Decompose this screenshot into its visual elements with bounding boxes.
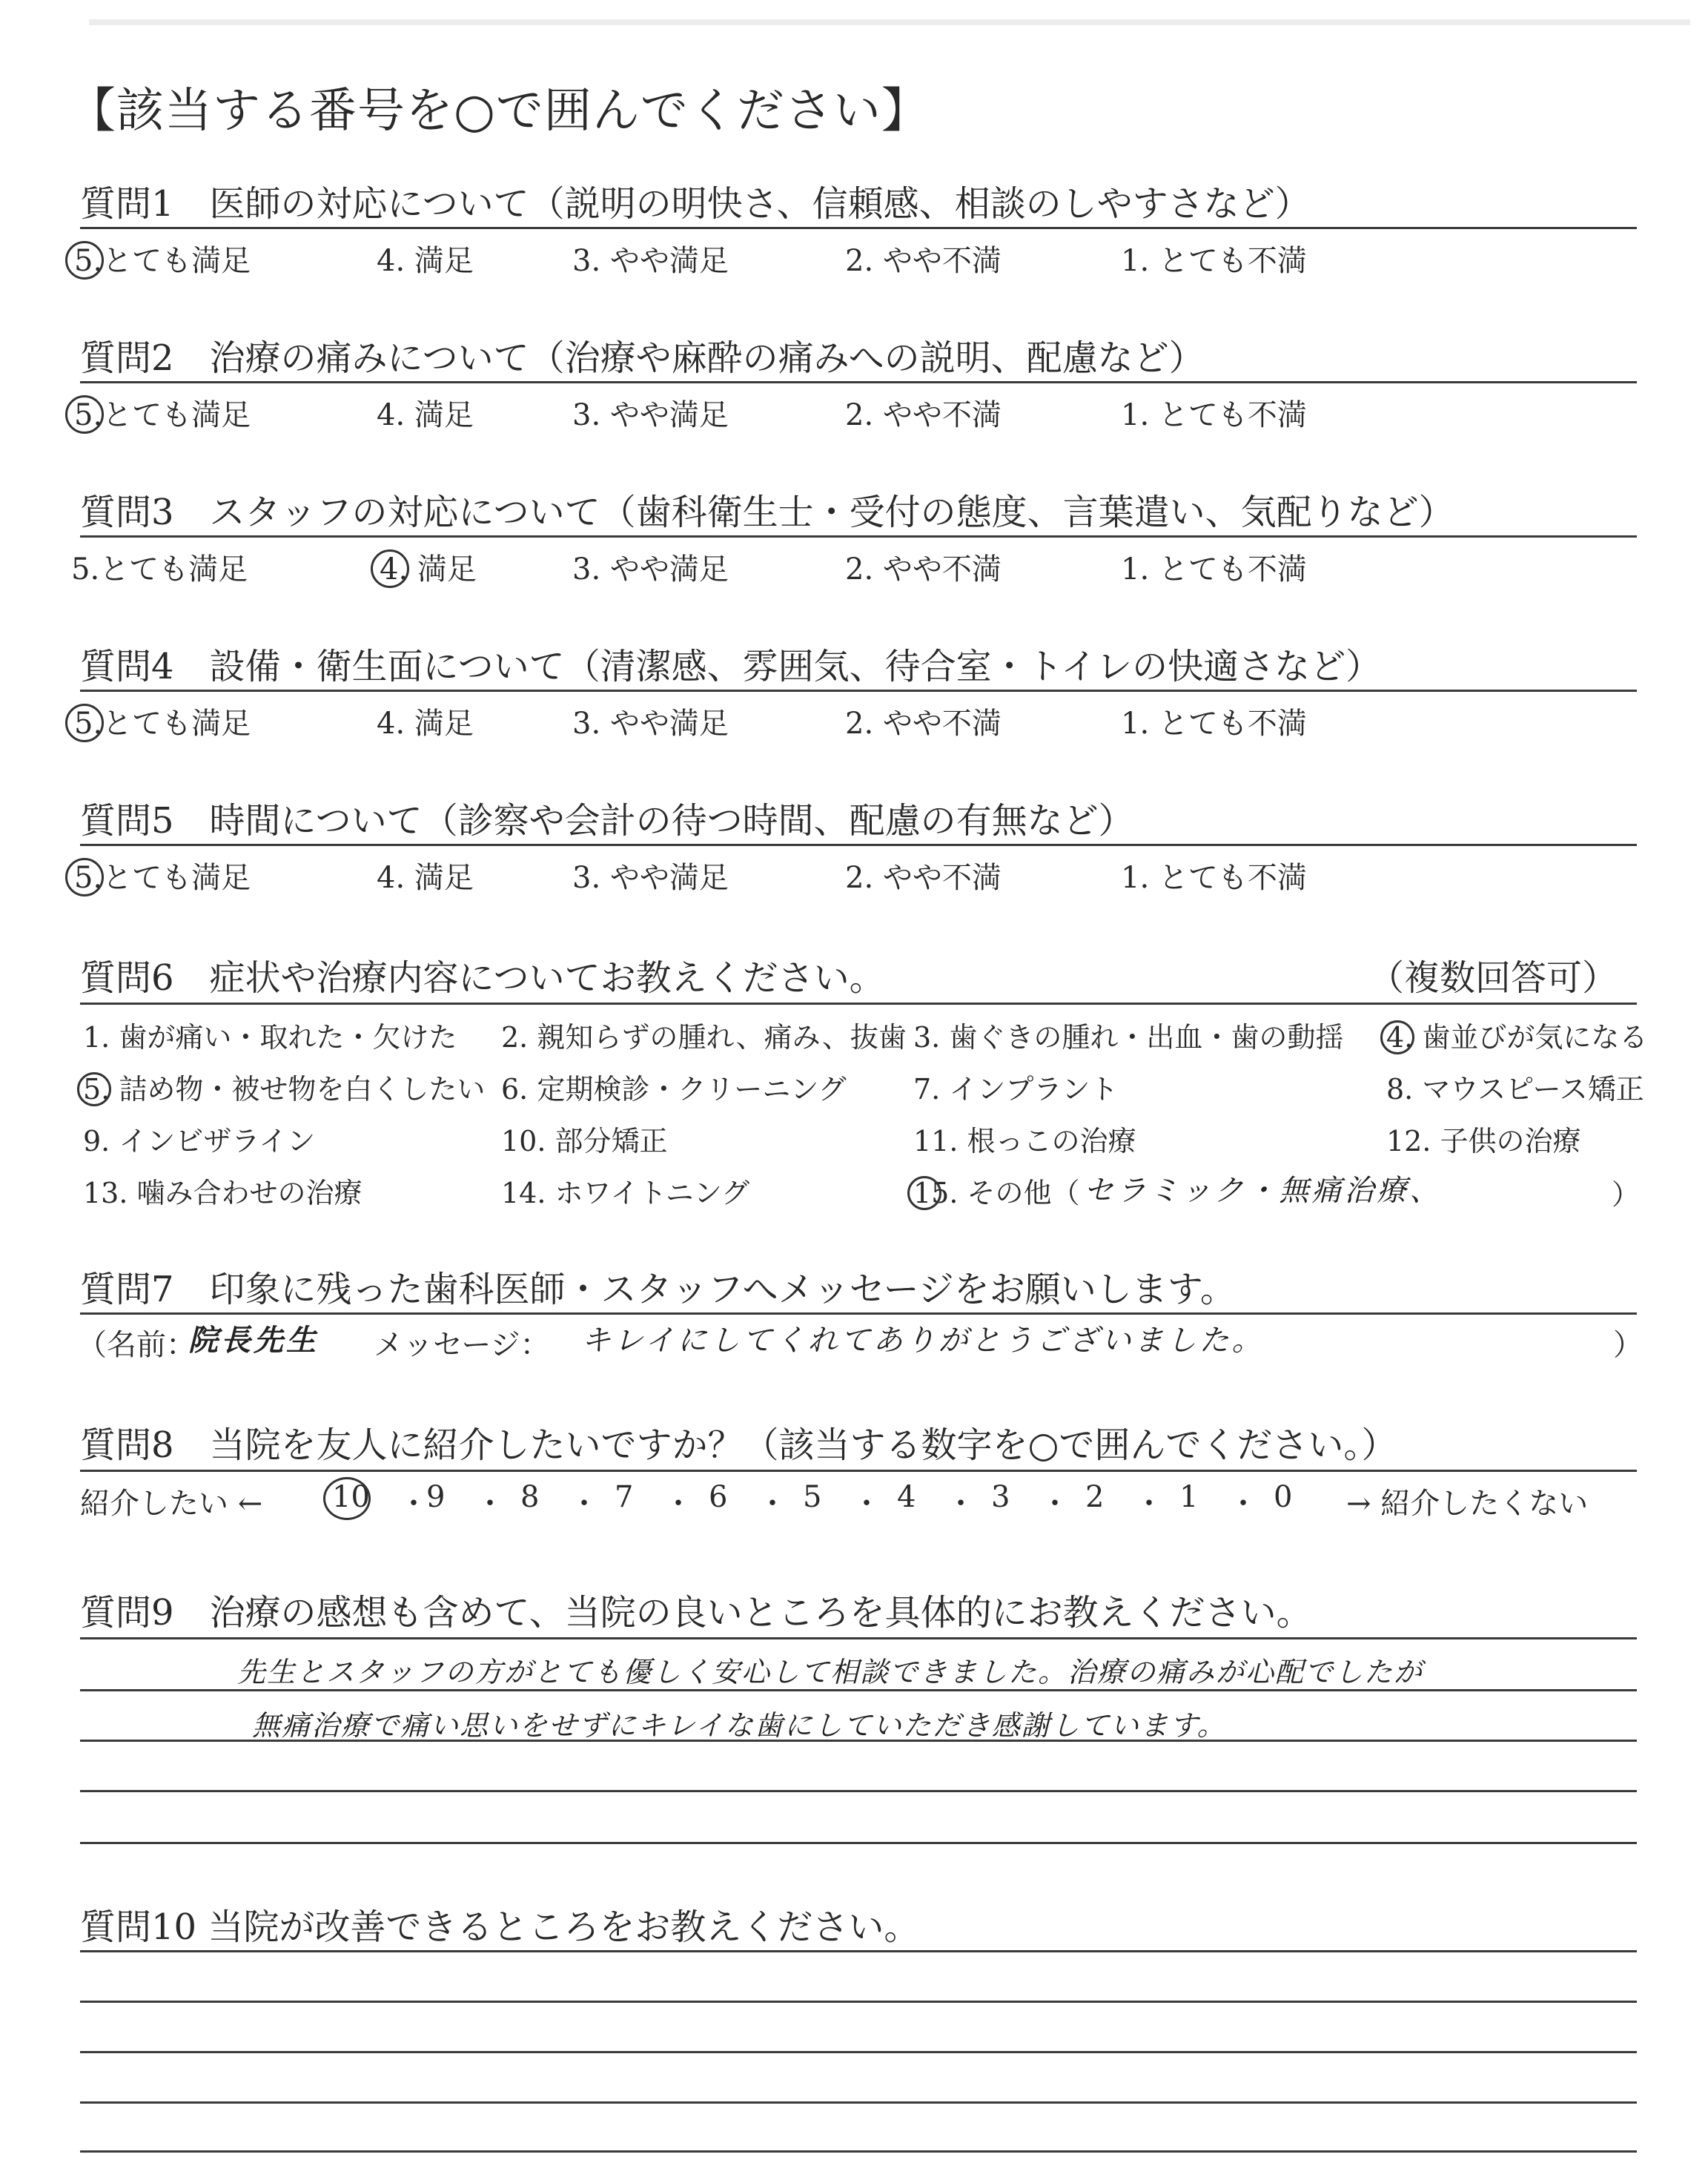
q8-number-3[interactable]: [991, 1480, 1010, 1514]
q6-option-1[interactable]: [83, 1014, 457, 1055]
option-label: 10. 部分矯正: [501, 1125, 668, 1157]
scale-number: 9: [426, 1480, 446, 1514]
q4-option-1[interactable]: [1121, 700, 1307, 742]
q8-rule: [80, 1470, 1637, 1472]
option-label: 3. やや満足: [572, 398, 729, 432]
option-label: 1. 歯が痛い・取れた・欠けた: [83, 1021, 457, 1054]
q6-option-15[interactable]: [913, 1170, 1080, 1213]
option-label: 1. とても不満: [1121, 244, 1307, 278]
q2-option-1[interactable]: [1121, 392, 1307, 434]
option-label: 5.とても満足: [74, 398, 251, 432]
selection-circle: [65, 241, 104, 280]
scale-number: 4: [897, 1480, 916, 1514]
q10-rule-4: [80, 2101, 1637, 2104]
q6-option-4[interactable]: [1386, 1014, 1647, 1057]
option-label: 3. やや満足: [572, 244, 729, 278]
option-label: 5.とても満足: [74, 244, 251, 278]
q3-option-2[interactable]: [845, 546, 1002, 588]
q8-number-10[interactable]: [332, 1480, 370, 1514]
scale-number: 6: [709, 1480, 728, 1514]
q2-rule: [80, 381, 1637, 383]
option-label: 3. やや満足: [572, 861, 729, 895]
q7-name-label: （名前：: [77, 1328, 196, 1362]
option-label: 3. やや満足: [572, 552, 729, 587]
q2-option-5[interactable]: [71, 392, 251, 437]
q6-option-9[interactable]: [83, 1118, 315, 1159]
q8-number-2[interactable]: [1085, 1480, 1104, 1514]
selection-circle: [77, 1072, 111, 1106]
q6-option-7[interactable]: [913, 1066, 1118, 1107]
q7-title: 質問7 印象に残った歯科医師・スタッフへメッセージをお願いします。: [80, 1269, 1236, 1310]
q8-number-1[interactable]: [1179, 1480, 1198, 1514]
q6-option-8[interactable]: [1386, 1066, 1644, 1107]
q10-rule-2: [80, 2001, 1637, 2003]
scale-number: 7: [615, 1480, 634, 1514]
q6-option-12[interactable]: [1386, 1118, 1581, 1159]
q7-close-paren: ）: [1613, 1328, 1643, 1362]
q4-option-2[interactable]: [845, 700, 1002, 742]
q9-rule-1: [80, 1637, 1637, 1639]
q7-message-value: キレイにしてくれてありがとうございました。: [581, 1324, 1265, 1358]
q4-option-5[interactable]: [71, 700, 251, 745]
option-label: 4. 満足: [377, 398, 474, 432]
scale-number: 0: [1274, 1480, 1293, 1514]
option-label: 4. 満足: [377, 707, 474, 741]
q6-rule: [80, 1003, 1637, 1005]
scan-edge: [89, 19, 1690, 25]
scale-number: 10: [332, 1480, 370, 1514]
scale-number: 2: [1085, 1480, 1105, 1514]
q1-option-3[interactable]: [572, 237, 729, 280]
q3-option-1[interactable]: [1121, 546, 1307, 588]
option-label: 5.とても満足: [74, 861, 251, 895]
option-label: 4. 満足: [377, 244, 474, 278]
q3-option-5[interactable]: [71, 546, 248, 588]
q8-number-7[interactable]: [615, 1480, 633, 1514]
q6-other-text: セラミック・無痛治療、: [1084, 1174, 1443, 1208]
option-label: 13. 噛み合わせの治療: [83, 1177, 363, 1209]
q5-option-3[interactable]: [572, 854, 729, 896]
scale-separator: ・: [399, 1487, 428, 1521]
scale-separator: ・: [946, 1487, 976, 1521]
q4-rule: [80, 690, 1637, 692]
q1-option-1[interactable]: [1121, 237, 1307, 280]
q10-rule-1: [80, 1950, 1637, 1952]
option-label: 15. その他（: [913, 1177, 1080, 1209]
q6-option-2[interactable]: [501, 1014, 907, 1055]
selection-circle: [65, 704, 104, 742]
q6-option-3[interactable]: [913, 1014, 1343, 1055]
scale-separator: ・: [1040, 1487, 1070, 1521]
q9-rule-5: [80, 1842, 1637, 1844]
q8-number-4[interactable]: [897, 1480, 916, 1514]
q1-rule: [80, 227, 1637, 229]
option-label: 8. マウスピース矯正: [1386, 1073, 1644, 1106]
option-label: 2. やや不満: [845, 552, 1002, 587]
q5-option-5[interactable]: [71, 854, 251, 899]
q1-title: 質問1 医師の対応について（説明の明快さ、信頼感、相談のしやすさなど）: [80, 183, 1311, 225]
q10-rule-5: [80, 2150, 1637, 2153]
q4-option-3[interactable]: [572, 700, 729, 742]
q7-message-label: メッセージ：: [374, 1328, 550, 1362]
q3-option-4[interactable]: [377, 546, 477, 591]
q4-title: 質問4 設備・衛生面について（清潔感、雰囲気、待合室・トイレの快適さなど）: [80, 646, 1382, 687]
q9-rule-3: [80, 1740, 1637, 1742]
option-label: 3. やや満足: [572, 707, 729, 741]
q5-option-4[interactable]: [377, 854, 474, 896]
q3-title: 質問3 スタッフの対応について（歯科衛生士・受付の態度、言葉遣い、気配りなど）: [80, 492, 1454, 533]
option-label: 12. 子供の治療: [1386, 1125, 1581, 1157]
q8-right-label: → 紹介したくない: [1346, 1487, 1589, 1521]
q4-option-4[interactable]: [377, 700, 474, 742]
option-label: 11. 根っこの治療: [913, 1125, 1136, 1157]
scale-number: 3: [991, 1480, 1010, 1514]
option-label: 7. インプラント: [913, 1073, 1119, 1106]
option-label: 2. 親知らずの腫れ、痛み、抜歯: [501, 1021, 907, 1054]
q8-number-0[interactable]: [1274, 1480, 1292, 1514]
q8-title: 質問8 当院を友人に紹介したいですか？（該当する数字を○で囲んでください。）: [80, 1424, 1397, 1466]
q7-name-value: 院長先生: [188, 1324, 319, 1358]
q10-title: 質問10 当院が改善できるところをお教えください。: [80, 1906, 920, 1948]
q1-option-2[interactable]: [845, 237, 1002, 280]
option-label: 4. 満足: [380, 552, 477, 587]
q2-option-2[interactable]: [845, 392, 1002, 434]
q3-rule: [80, 535, 1637, 538]
scale-separator: ・: [569, 1487, 599, 1521]
selection-circle: [1380, 1020, 1414, 1054]
q2-option-4[interactable]: [377, 392, 474, 434]
scale-number: 1: [1179, 1480, 1199, 1514]
option-label: 2. やや不満: [845, 707, 1002, 741]
q3-option-3[interactable]: [572, 546, 729, 588]
q5-option-2[interactable]: [845, 854, 1002, 896]
q8-number-6[interactable]: [709, 1480, 727, 1514]
q6-option-13[interactable]: [83, 1170, 363, 1211]
q9-answer-line-2: 無痛治療で痛い思いをせずにキレイな歯にしていただき感謝しています。: [252, 1709, 1227, 1742]
q1-option-5[interactable]: [71, 237, 251, 283]
q1-option-4[interactable]: [377, 237, 474, 280]
option-label: 1. とても不満: [1121, 707, 1307, 741]
scale-separator: ・: [1134, 1487, 1164, 1521]
option-label: 2. やや不満: [845, 244, 1002, 278]
q6-option-6[interactable]: [501, 1066, 847, 1107]
q9-rule-4: [80, 1790, 1637, 1792]
scale-separator: ・: [1228, 1487, 1258, 1521]
option-label: 4. 満足: [377, 861, 474, 895]
q10-rule-3: [80, 2051, 1637, 2053]
q8-number-8[interactable]: [520, 1480, 539, 1514]
selection-circle: [65, 395, 104, 434]
q6-close-paren: ）: [1612, 1178, 1641, 1211]
option-label: 1. とても不満: [1121, 398, 1307, 432]
option-label: 5. 詰め物・被せ物を白くしたい: [83, 1073, 486, 1106]
option-label: 1. とても不満: [1121, 861, 1307, 895]
option-label: 2. やや不満: [845, 861, 1002, 895]
selection-circle: [323, 1477, 371, 1520]
option-label: 5.とても満足: [71, 552, 248, 587]
q8-left-label: 紹介したい ←: [80, 1487, 263, 1521]
q5-title: 質問5 時間について（診察や会計の待つ時間、配慮の有無など）: [80, 800, 1134, 842]
form-header: 【該当する番号を○で囲んでください】: [68, 84, 930, 139]
option-label: 5.とても満足: [74, 707, 251, 741]
q9-title: 質問9 治療の感想も含めて、当院の良いところを具体的にお教えください。: [80, 1592, 1312, 1634]
q6-note: （複数回答可）: [1368, 957, 1618, 999]
option-label: 3. 歯ぐきの腫れ・出血・歯の動揺: [913, 1021, 1344, 1054]
option-label: 4. 歯並びが気になる: [1386, 1021, 1648, 1054]
selection-circle: [907, 1176, 941, 1210]
option-label: 14. ホワイトニング: [501, 1177, 750, 1209]
scale-separator: ・: [758, 1487, 787, 1521]
option-label: 2. やや不満: [845, 398, 1002, 432]
q5-rule: [80, 844, 1637, 846]
selection-circle: [371, 549, 409, 588]
scale-number: 8: [520, 1480, 540, 1514]
scale-separator: ・: [663, 1487, 693, 1521]
q9-answer-line-1: 先生とスタッフの方がとても優しく安心して相談できました。治療の痛みが心配でしたが: [237, 1656, 1424, 1688]
scale-separator: ・: [475, 1487, 505, 1521]
q6-option-14[interactable]: [501, 1170, 749, 1211]
option-label: 1. とても不満: [1121, 552, 1307, 587]
q2-option-3[interactable]: [572, 392, 729, 434]
q7-rule: [80, 1312, 1637, 1315]
q5-option-1[interactable]: [1121, 854, 1307, 896]
q6-option-11[interactable]: [913, 1118, 1136, 1159]
scale-separator: ・: [852, 1487, 881, 1521]
q6-option-10[interactable]: [501, 1118, 668, 1159]
option-label: 9. インビザライン: [83, 1125, 316, 1157]
selection-circle: [65, 858, 104, 896]
option-label: 6. 定期検診・クリーニング: [501, 1073, 847, 1106]
q9-rule-2: [80, 1689, 1637, 1691]
q6-option-5[interactable]: [83, 1066, 485, 1109]
scale-number: 5: [803, 1480, 822, 1514]
q8-number-9[interactable]: [426, 1480, 445, 1514]
q8-number-5[interactable]: [803, 1480, 821, 1514]
q2-title: 質問2 治療の痛みについて（治療や麻酔の痛みへの説明、配慮など）: [80, 337, 1205, 379]
q6-title: 質問6 症状や治療内容についてお教えください。: [80, 957, 885, 999]
